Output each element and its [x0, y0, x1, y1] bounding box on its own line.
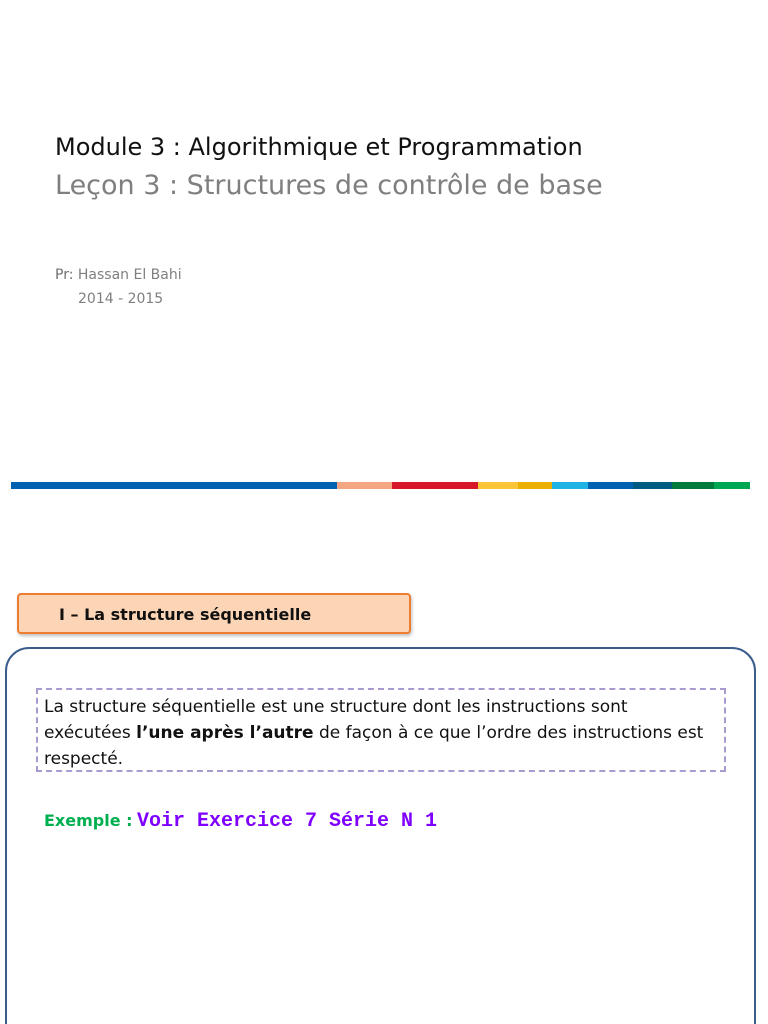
school-years: 2014 - 2015 [78, 291, 164, 307]
color-stripe-segment [588, 482, 633, 489]
color-stripe-segment [672, 482, 714, 489]
definition-text-bold: l’une après l’autre [136, 723, 314, 743]
definition-text-part2: de façon à ce que l’ordre des instructions est respecté. [44, 723, 704, 769]
color-stripe-divider [11, 482, 750, 489]
module-title: Module 3 : Algorithmique et Programmation [55, 133, 583, 161]
section-header-label: I – La structure séquentielle [59, 605, 312, 624]
author-name: Hassan El Bahi [77, 267, 182, 283]
color-stripe-segment [633, 482, 672, 489]
color-stripe-segment [518, 482, 552, 489]
section-header [17, 593, 411, 634]
color-stripe-segment [392, 482, 478, 489]
author-prefix: Pr: [55, 267, 74, 283]
example-label: Exemple : [44, 811, 133, 830]
title-block [55, 128, 603, 206]
definition-box [36, 688, 726, 772]
color-stripe-segment [714, 482, 750, 489]
color-stripe-segment [11, 482, 337, 489]
author-line [55, 265, 182, 285]
definition-text-part1: La structure séquentielle est une structure dont les instructions sont exécutées [44, 697, 628, 743]
color-stripe-segment [478, 482, 518, 489]
lesson-title: Leçon 3 : Structures de contrôle de base [55, 170, 603, 201]
color-stripe-segment [337, 482, 392, 489]
example-reference: Voir Exercice 7 Série N 1 [136, 810, 438, 833]
example-row [44, 810, 437, 833]
color-stripe-segment [552, 482, 588, 489]
